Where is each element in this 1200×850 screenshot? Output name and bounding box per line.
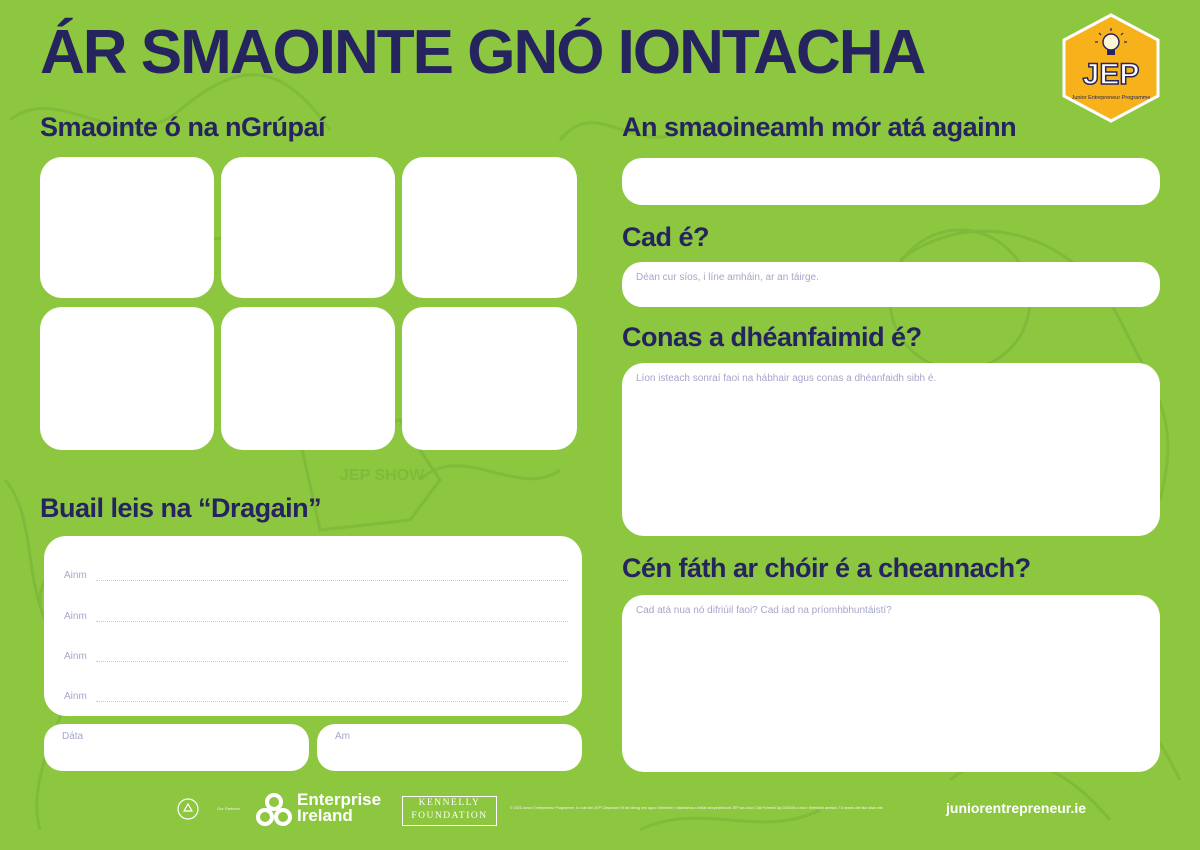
name-label: Ainm: [64, 570, 87, 581]
name-label: Ainm: [64, 691, 87, 702]
time-label: Am: [335, 731, 350, 742]
name-label: Ainm: [64, 611, 87, 622]
dragon-name-line-2[interactable]: [64, 611, 568, 622]
why-hint: Cad atá nua nó difriúil faoi? Cad iad na príomhbhuntáistí?: [636, 605, 892, 616]
big-idea-heading: An smaoineamh mór atá againn: [622, 112, 1017, 142]
enterprise-line: Enterprise: [297, 790, 382, 809]
website-link[interactable]: juniorentrepreneur.ie: [946, 800, 1087, 816]
dragons-heading: Buail leis na “Dragain”: [40, 493, 322, 523]
big-idea-field[interactable]: [622, 158, 1160, 205]
time-field[interactable]: [317, 724, 582, 771]
kennelly-foundation-logo: [402, 796, 497, 826]
date-field[interactable]: [44, 724, 309, 771]
group-idea-box-3[interactable]: [402, 157, 577, 298]
logo-letters: JEP: [1082, 58, 1140, 91]
group-idea-box-1[interactable]: [40, 157, 214, 298]
enterprise-ireland-wordmark: [297, 792, 381, 824]
kennelly-line: KENNELLY: [418, 798, 481, 808]
how-heading: Conas a dhéanfaimid é?: [622, 322, 922, 352]
ireland-line: Ireland: [297, 806, 353, 825]
why-heading: Cén fáth ar chóir é a cheannach?: [622, 553, 1031, 583]
enterprise-ireland-logo-icon: [254, 792, 294, 828]
jep-logo: [1055, 12, 1167, 124]
partners-label: Our Partners: [217, 806, 240, 811]
copyright-fine-print: © 2025 Junior Entrepreneur Programme. Is cuid den JEP Classroom Kit an bileog seo agus i bhfeidhm i ndáileanna a bhfuil rannpháirtíocht JEP acu chun Clár Foirmeil Óg 2025/26 a chur i bhfeidhm amháin. Tá cearta uile faoi srian eile.: [510, 806, 884, 810]
dragon-name-line-3[interactable]: [64, 651, 568, 662]
page-title: ÁR SMAOINTE GNÓ IONTACHA: [40, 18, 925, 87]
dragon-name-line-1[interactable]: [64, 570, 568, 581]
group-idea-box-2[interactable]: [221, 157, 395, 298]
group-idea-box-4[interactable]: [40, 307, 214, 450]
name-label: Ainm: [64, 651, 87, 662]
what-field[interactable]: [622, 262, 1160, 307]
footer: [0, 788, 1200, 838]
recycle-icon: [177, 798, 199, 820]
what-hint: Déan cur síos, i líne amháin, ar an táirge.: [636, 272, 819, 283]
how-field[interactable]: [622, 363, 1160, 536]
group-idea-box-5[interactable]: [221, 307, 395, 450]
groups-heading: Smaointe ó na nGrúpaí: [40, 112, 326, 142]
show-badge-text: JEP SHOW: [340, 467, 425, 484]
what-heading: Cad é?: [622, 222, 710, 252]
date-label: Dáta: [62, 731, 84, 742]
foundation-line: FOUNDATION: [411, 811, 488, 821]
dragon-name-line-4[interactable]: [64, 691, 568, 702]
why-field[interactable]: [622, 595, 1160, 772]
group-idea-box-6[interactable]: [402, 307, 577, 450]
dragon-names-box[interactable]: [44, 536, 582, 716]
how-hint: Líon isteach sonraí faoi na hábhair agus conas a dhéanfaidh sibh é.: [636, 373, 937, 384]
logo-caption: Junior Entrepreneur Programme: [1071, 95, 1151, 101]
